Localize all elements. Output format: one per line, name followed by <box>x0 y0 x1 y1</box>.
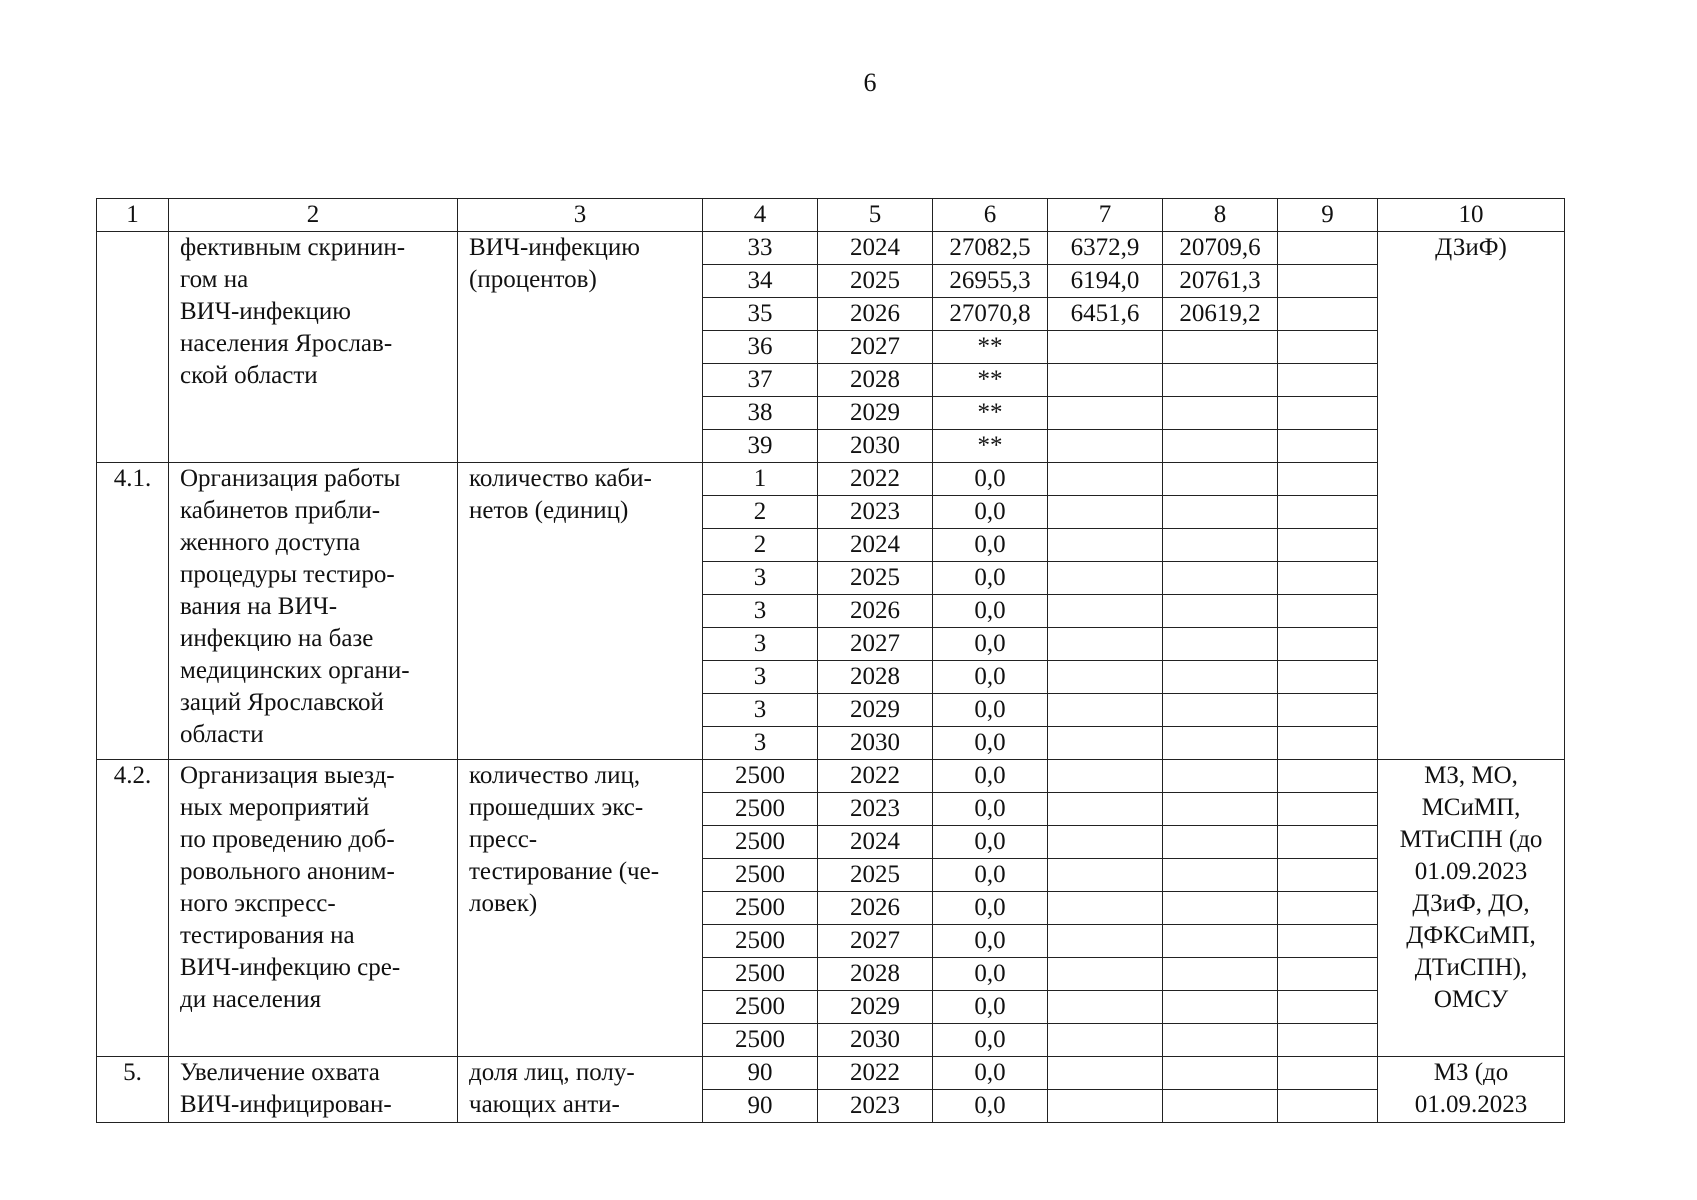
header-col-8: 8 <box>1163 199 1278 232</box>
indicator-name: количество каби- нетов (единиц) <box>458 463 703 760</box>
header-row <box>97 199 1565 232</box>
total-funding: 0,0 <box>933 760 1048 793</box>
total-funding: 0,0 <box>933 925 1048 958</box>
other-funding <box>1278 793 1378 826</box>
year: 2029 <box>818 694 933 727</box>
target-value: 2500 <box>703 793 818 826</box>
table-row <box>97 463 1565 496</box>
header-col-5: 5 <box>818 199 933 232</box>
regional-funding: 20619,2 <box>1163 298 1278 331</box>
other-funding <box>1278 265 1378 298</box>
federal-funding <box>1048 892 1163 925</box>
target-value: 3 <box>703 661 818 694</box>
federal-funding <box>1048 859 1163 892</box>
regional-funding <box>1163 562 1278 595</box>
item-number: 4.1. <box>97 463 169 760</box>
regional-funding: 20709,6 <box>1163 232 1278 265</box>
regional-funding <box>1163 595 1278 628</box>
federal-funding <box>1048 364 1163 397</box>
other-funding <box>1278 958 1378 991</box>
header-col-3: 3 <box>458 199 703 232</box>
federal-funding <box>1048 826 1163 859</box>
year: 2023 <box>818 793 933 826</box>
other-funding <box>1278 1057 1378 1090</box>
total-funding: 0,0 <box>933 793 1048 826</box>
year: 2029 <box>818 991 933 1024</box>
total-funding: 27082,5 <box>933 232 1048 265</box>
year: 2024 <box>818 529 933 562</box>
target-value: 39 <box>703 430 818 463</box>
target-value: 3 <box>703 595 818 628</box>
executor: МЗ, МО, МСиМП, МТиСПН (до 01.09.2023 ДЗиФ, ДО, ДФКСиМП, ДТиСПН), ОМСУ <box>1378 760 1565 1057</box>
regional-funding <box>1163 958 1278 991</box>
regional-funding <box>1163 661 1278 694</box>
federal-funding <box>1048 529 1163 562</box>
year: 2022 <box>818 1057 933 1090</box>
regional-funding <box>1163 1057 1278 1090</box>
total-funding: 26955,3 <box>933 265 1048 298</box>
other-funding <box>1278 463 1378 496</box>
other-funding <box>1278 562 1378 595</box>
item-name: Увеличение охвата ВИЧ-инфицирован- <box>169 1057 458 1123</box>
regional-funding <box>1163 727 1278 760</box>
year: 2028 <box>818 661 933 694</box>
regional-funding <box>1163 1090 1278 1123</box>
total-funding: 0,0 <box>933 826 1048 859</box>
header-col-1: 1 <box>97 199 169 232</box>
target-value: 3 <box>703 628 818 661</box>
federal-funding: 6372,9 <box>1048 232 1163 265</box>
year: 2023 <box>818 1090 933 1123</box>
regional-funding <box>1163 793 1278 826</box>
regional-funding <box>1163 1024 1278 1057</box>
other-funding <box>1278 496 1378 529</box>
executor: ДЗиФ) <box>1378 232 1565 760</box>
federal-funding: 6194,0 <box>1048 265 1163 298</box>
year: 2026 <box>818 595 933 628</box>
item-name: фективным скринин- гом на ВИЧ-инфекцию населения Ярослав- ской области <box>169 232 458 463</box>
other-funding <box>1278 298 1378 331</box>
year: 2023 <box>818 496 933 529</box>
item-name: Организация выезд- ных мероприятий по проведению доб- ровольного аноним- ного экспресс- тестирования на ВИЧ-инфекцию сре- ди населения <box>169 760 458 1057</box>
table-row <box>97 1057 1565 1090</box>
year: 2024 <box>818 826 933 859</box>
federal-funding <box>1048 1090 1163 1123</box>
regional-funding <box>1163 364 1278 397</box>
page-number: 6 <box>863 68 877 97</box>
other-funding <box>1278 628 1378 661</box>
target-value: 38 <box>703 397 818 430</box>
year: 2022 <box>818 463 933 496</box>
header-col-2: 2 <box>169 199 458 232</box>
item-number: 5. <box>97 1057 169 1123</box>
target-value: 36 <box>703 331 818 364</box>
regional-funding <box>1163 694 1278 727</box>
federal-funding <box>1048 562 1163 595</box>
year: 2025 <box>818 859 933 892</box>
total-funding: ** <box>933 331 1048 364</box>
target-value: 2500 <box>703 991 818 1024</box>
total-funding: 0,0 <box>933 727 1048 760</box>
federal-funding <box>1048 694 1163 727</box>
federal-funding <box>1048 430 1163 463</box>
federal-funding <box>1048 661 1163 694</box>
total-funding: 0,0 <box>933 991 1048 1024</box>
total-funding: ** <box>933 430 1048 463</box>
other-funding <box>1278 826 1378 859</box>
federal-funding <box>1048 925 1163 958</box>
target-value: 2500 <box>703 826 818 859</box>
total-funding: 27070,8 <box>933 298 1048 331</box>
total-funding: ** <box>933 364 1048 397</box>
regional-funding <box>1163 430 1278 463</box>
total-funding: 0,0 <box>933 694 1048 727</box>
other-funding <box>1278 529 1378 562</box>
other-funding <box>1278 430 1378 463</box>
target-value: 2500 <box>703 892 818 925</box>
regional-funding <box>1163 463 1278 496</box>
regional-funding <box>1163 859 1278 892</box>
target-value: 2500 <box>703 958 818 991</box>
target-value: 34 <box>703 265 818 298</box>
year: 2027 <box>818 925 933 958</box>
other-funding <box>1278 760 1378 793</box>
target-value: 2500 <box>703 925 818 958</box>
year: 2028 <box>818 364 933 397</box>
target-value: 3 <box>703 727 818 760</box>
total-funding: 0,0 <box>933 1057 1048 1090</box>
total-funding: 0,0 <box>933 859 1048 892</box>
federal-funding <box>1048 991 1163 1024</box>
year: 2022 <box>818 760 933 793</box>
target-value: 35 <box>703 298 818 331</box>
year: 2030 <box>818 430 933 463</box>
other-funding <box>1278 661 1378 694</box>
total-funding: 0,0 <box>933 1090 1048 1123</box>
other-funding <box>1278 1090 1378 1123</box>
target-value: 1 <box>703 463 818 496</box>
federal-funding <box>1048 958 1163 991</box>
indicator-name: ВИЧ-инфекцию (процентов) <box>458 232 703 463</box>
other-funding <box>1278 331 1378 364</box>
header-col-9: 9 <box>1278 199 1378 232</box>
other-funding <box>1278 727 1378 760</box>
other-funding <box>1278 892 1378 925</box>
year: 2025 <box>818 265 933 298</box>
year: 2026 <box>818 892 933 925</box>
total-funding: 0,0 <box>933 661 1048 694</box>
federal-funding: 6451,6 <box>1048 298 1163 331</box>
federal-funding <box>1048 760 1163 793</box>
target-value: 33 <box>703 232 818 265</box>
total-funding: 0,0 <box>933 562 1048 595</box>
header-col-7: 7 <box>1048 199 1163 232</box>
regional-funding <box>1163 760 1278 793</box>
other-funding <box>1278 925 1378 958</box>
federal-funding <box>1048 628 1163 661</box>
total-funding: 0,0 <box>933 529 1048 562</box>
other-funding <box>1278 694 1378 727</box>
executor: МЗ (до 01.09.2023 <box>1378 1057 1565 1123</box>
indicator-name: количество лиц, прошедших экс- пресс- тестирование (че- ловек) <box>458 760 703 1057</box>
target-value: 2 <box>703 529 818 562</box>
table-row <box>97 760 1565 793</box>
regional-funding <box>1163 529 1278 562</box>
total-funding: 0,0 <box>933 958 1048 991</box>
year: 2027 <box>818 331 933 364</box>
year: 2024 <box>818 232 933 265</box>
federal-funding <box>1048 1057 1163 1090</box>
year: 2029 <box>818 397 933 430</box>
federal-funding <box>1048 1024 1163 1057</box>
other-funding <box>1278 1024 1378 1057</box>
total-funding: ** <box>933 397 1048 430</box>
item-number <box>97 232 169 463</box>
regional-funding <box>1163 925 1278 958</box>
total-funding: 0,0 <box>933 463 1048 496</box>
federal-funding <box>1048 397 1163 430</box>
other-funding <box>1278 991 1378 1024</box>
header-col-6: 6 <box>933 199 1048 232</box>
target-value: 90 <box>703 1057 818 1090</box>
other-funding <box>1278 397 1378 430</box>
header-col-10: 10 <box>1378 199 1565 232</box>
year: 2030 <box>818 727 933 760</box>
other-funding <box>1278 595 1378 628</box>
target-value: 2500 <box>703 859 818 892</box>
regional-funding <box>1163 826 1278 859</box>
header-col-4: 4 <box>703 199 818 232</box>
item-number: 4.2. <box>97 760 169 1057</box>
indicator-name: доля лиц, полу- чающих анти- <box>458 1057 703 1123</box>
federal-funding <box>1048 496 1163 529</box>
year: 2030 <box>818 1024 933 1057</box>
other-funding <box>1278 364 1378 397</box>
federal-funding <box>1048 463 1163 496</box>
year: 2028 <box>818 958 933 991</box>
other-funding <box>1278 232 1378 265</box>
total-funding: 0,0 <box>933 496 1048 529</box>
target-value: 2 <box>703 496 818 529</box>
other-funding <box>1278 859 1378 892</box>
total-funding: 0,0 <box>933 892 1048 925</box>
target-value: 3 <box>703 694 818 727</box>
federal-funding <box>1048 595 1163 628</box>
regional-funding <box>1163 496 1278 529</box>
regional-funding <box>1163 628 1278 661</box>
regional-funding: 20761,3 <box>1163 265 1278 298</box>
item-name: Организация работы кабинетов прибли- женного доступа процедуры тестиро- вания на ВИЧ- инфекцию на базе медицинских органи- заций Ярославской области <box>169 463 458 760</box>
target-value: 2500 <box>703 760 818 793</box>
federal-funding <box>1048 793 1163 826</box>
year: 2027 <box>818 628 933 661</box>
regional-funding <box>1163 892 1278 925</box>
program-table <box>96 198 1565 1123</box>
total-funding: 0,0 <box>933 595 1048 628</box>
total-funding: 0,0 <box>933 628 1048 661</box>
target-value: 2500 <box>703 1024 818 1057</box>
regional-funding <box>1163 331 1278 364</box>
total-funding: 0,0 <box>933 1024 1048 1057</box>
regional-funding <box>1163 397 1278 430</box>
year: 2025 <box>818 562 933 595</box>
table-row <box>97 232 1565 265</box>
regional-funding <box>1163 991 1278 1024</box>
target-value: 37 <box>703 364 818 397</box>
federal-funding <box>1048 331 1163 364</box>
federal-funding <box>1048 727 1163 760</box>
target-value: 3 <box>703 562 818 595</box>
year: 2026 <box>818 298 933 331</box>
target-value: 90 <box>703 1090 818 1123</box>
